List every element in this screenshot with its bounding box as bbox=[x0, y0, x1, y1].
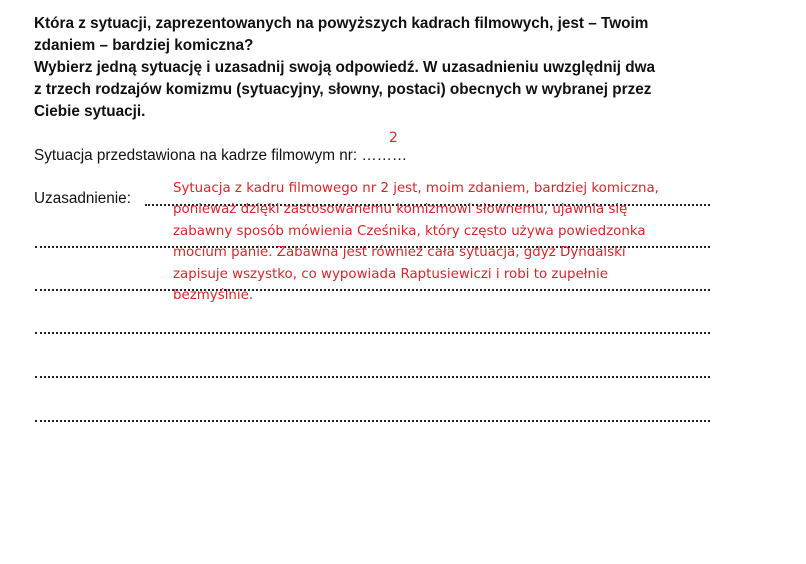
question-line: Wybierz jedną sytuację i uzasadnij swoją odpowiedź. W uzasadnieniu uwzględnij dwa bbox=[34, 59, 656, 76]
question-line: zdaniem – bardziej komiczna? bbox=[34, 37, 254, 54]
situation-number-answer[interactable]: 2 bbox=[389, 130, 398, 146]
answer-text-line: bezmyślnie. bbox=[173, 288, 254, 304]
answer-text-line: mocium panie. Zabawna jest również cała sytuacja, gdyż Dyndalski bbox=[173, 245, 626, 261]
question-text bbox=[34, 13, 734, 123]
question-line: Która z sytuacji, zaprezentowanych na powyższych kadrach filmowych, jest – Twoim bbox=[34, 15, 649, 32]
justification-answer[interactable] bbox=[173, 178, 733, 306]
question-line: z trzech rodzajów komizmu (sytuacyjny, słowny, postaci) obecnych w wybranej przez bbox=[34, 81, 652, 98]
answer-line-5 bbox=[35, 376, 710, 378]
answer-text-line: ponieważ dzięki zastosowanemu komizmowi słownemu, ujawnia się bbox=[173, 202, 628, 218]
situation-number-label: Sytuacja przedstawiona na kadrze filmowym nr: ……… bbox=[34, 147, 408, 164]
answer-line-4 bbox=[35, 332, 710, 334]
justification-label: Uzasadnienie: bbox=[34, 190, 131, 207]
answer-text-line: Sytuacja z kadru filmowego nr 2 jest, moim zdaniem, bardziej komiczna, bbox=[173, 181, 659, 196]
answer-text-line: zapisuje wszystko, co wypowiada Raptusiewiczi i robi to zupełnie bbox=[173, 266, 608, 282]
question-line: Ciebie sytuacji. bbox=[34, 103, 146, 120]
answer-line-6 bbox=[35, 420, 710, 422]
answer-text-line: zabawny sposób mówienia Cześnika, który często używa powiedzonka bbox=[173, 223, 646, 239]
